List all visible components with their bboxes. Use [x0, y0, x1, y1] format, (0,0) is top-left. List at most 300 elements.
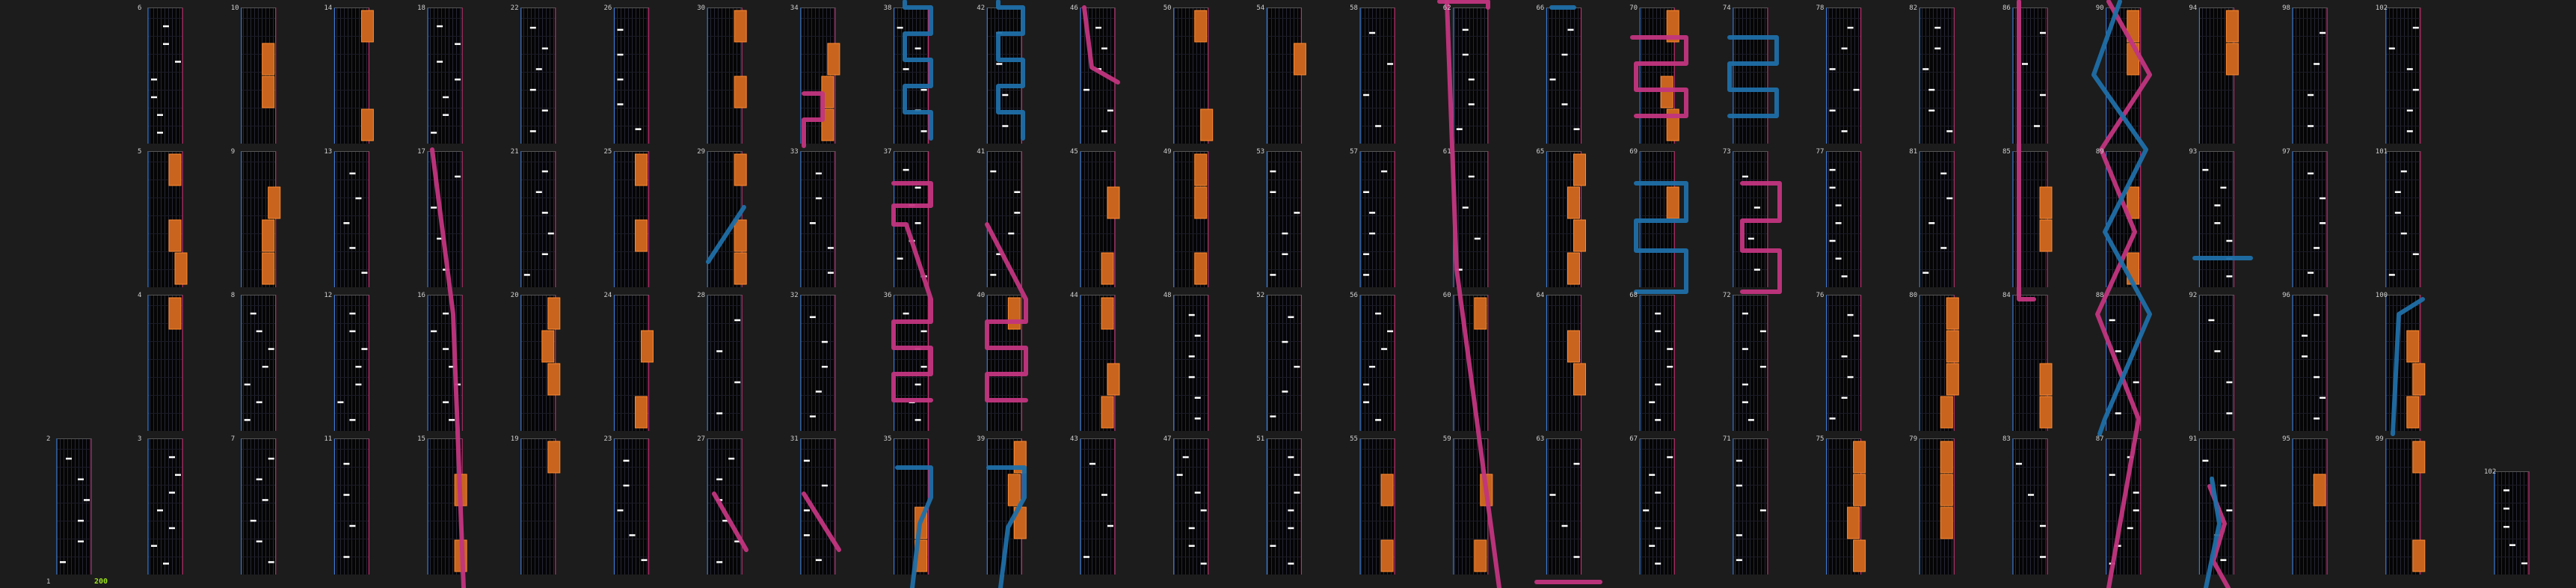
- hold-note: [1008, 298, 1020, 329]
- measure-label: 6: [138, 4, 142, 12]
- tap-note: [524, 274, 530, 276]
- hold-note: [1568, 331, 1580, 362]
- tap-note: [897, 257, 903, 260]
- tap-note: [1848, 27, 1854, 29]
- tap-note: [1836, 204, 1842, 206]
- tap-note: [1842, 397, 1848, 399]
- tap-note: [1830, 240, 1836, 242]
- measure-column: [1640, 438, 1674, 575]
- hold-note: [548, 441, 560, 473]
- lane-grid: [1827, 7, 1861, 144]
- hold-note: [1946, 298, 1958, 329]
- hold-note: [1475, 540, 1487, 572]
- measure-column: [1733, 7, 1768, 144]
- tap-note: [921, 366, 927, 368]
- hold-note: [262, 220, 274, 251]
- tap-note: [1369, 212, 1375, 214]
- tap-note: [437, 61, 443, 63]
- hold-note: [1294, 43, 1306, 75]
- tap-note: [1288, 527, 1294, 530]
- measure-label: 77: [1816, 148, 1825, 156]
- tap-note: [1369, 32, 1375, 34]
- tap-note: [2202, 169, 2208, 171]
- measure-column: [1080, 438, 1115, 575]
- measure-column: [801, 151, 835, 287]
- tap-note: [343, 494, 349, 496]
- measure-label: 52: [1256, 292, 1265, 299]
- tap-note: [78, 520, 84, 522]
- tap-note: [618, 54, 624, 56]
- measure-label: 13: [324, 148, 333, 156]
- lane-grid: [987, 7, 1021, 144]
- measure-label: 51: [1256, 435, 1265, 443]
- measure-label: 35: [883, 435, 892, 443]
- hold-note: [1101, 396, 1113, 428]
- measure-column: [615, 7, 649, 144]
- measure-label: 90: [2095, 4, 2104, 12]
- tap-note: [716, 479, 722, 481]
- tap-note: [1002, 94, 1008, 97]
- lane-grid: [1919, 151, 1954, 287]
- hold-note: [1940, 396, 1952, 428]
- tap-note: [60, 561, 66, 563]
- measure-label: 73: [1722, 148, 1731, 156]
- tap-note: [1736, 460, 1742, 462]
- tap-note: [1830, 417, 1836, 420]
- measure-column: [2494, 471, 2529, 575]
- tap-note: [1649, 545, 1655, 547]
- measure-label: 65: [1536, 148, 1545, 156]
- tap-note: [1742, 176, 1748, 178]
- tap-note: [1101, 494, 1107, 496]
- tap-note: [2314, 376, 2320, 379]
- tap-note: [1655, 419, 1661, 421]
- measure-column: [894, 151, 929, 287]
- measure-column: [148, 7, 182, 144]
- measure-label: 39: [977, 435, 986, 443]
- measure-label: 22: [510, 4, 519, 12]
- measure-label: 31: [790, 435, 799, 443]
- tap-note: [349, 173, 355, 175]
- tap-note: [716, 350, 722, 352]
- measure-label: 66: [1536, 4, 1545, 12]
- tap-note: [443, 348, 449, 350]
- measure-column: [987, 7, 1021, 144]
- tap-note: [1742, 401, 1748, 403]
- measure-label: 40: [977, 292, 986, 299]
- tap-note: [1014, 212, 1020, 214]
- tap-note: [1736, 485, 1742, 487]
- hold-note: [1574, 220, 1586, 251]
- lane-grid: [2293, 7, 2327, 144]
- tap-note: [915, 48, 921, 50]
- hold-note: [262, 43, 274, 75]
- tap-note: [2407, 130, 2413, 132]
- tap-note: [1288, 456, 1294, 459]
- tap-note: [78, 541, 84, 543]
- tap-note: [1562, 54, 1568, 56]
- measure-label: 61: [1442, 148, 1451, 156]
- tap-note: [431, 331, 437, 333]
- lane-grid: [2494, 471, 2529, 575]
- tap-note: [542, 48, 548, 50]
- tap-note: [1655, 491, 1661, 494]
- tap-note: [2226, 240, 2232, 242]
- tap-note: [618, 103, 624, 105]
- lane-grid: [1360, 151, 1395, 287]
- tap-note: [2040, 525, 2046, 527]
- tap-note: [1457, 128, 1463, 130]
- tap-note: [1469, 103, 1475, 105]
- tap-note: [157, 132, 163, 134]
- tap-note: [431, 206, 437, 209]
- hold-note: [1574, 154, 1586, 186]
- measure-label: 78: [1816, 4, 1825, 12]
- measure-label: 89: [2095, 148, 2104, 156]
- tap-note: [1282, 341, 1288, 343]
- tap-note: [1754, 206, 1760, 209]
- tap-note: [630, 534, 636, 536]
- tap-note: [1270, 274, 1276, 276]
- measure-column: [1547, 295, 1581, 431]
- lane-grid: [2199, 151, 2234, 287]
- tap-note: [2407, 68, 2413, 70]
- tap-note: [2115, 412, 2121, 414]
- measure-label: 21: [510, 148, 519, 156]
- tap-note: [2133, 382, 2139, 384]
- hold-note: [262, 76, 274, 108]
- lane-grid: [1360, 7, 1395, 144]
- tap-note: [921, 331, 927, 333]
- tap-note: [1574, 556, 1580, 558]
- tap-note: [1550, 79, 1556, 81]
- tap-note: [1854, 335, 1860, 337]
- hold-note: [636, 220, 648, 251]
- tap-note: [542, 254, 548, 256]
- tap-note: [1363, 274, 1369, 276]
- lane-grid: [2293, 438, 2327, 575]
- tap-note: [915, 222, 921, 224]
- hold-note: [734, 154, 746, 186]
- tap-note: [1095, 27, 1101, 29]
- tap-note: [1369, 233, 1375, 235]
- tap-note: [1083, 556, 1089, 558]
- tap-note: [816, 391, 822, 393]
- tap-note: [1387, 63, 1393, 65]
- measure-column: [521, 7, 556, 144]
- measure-label: 29: [697, 148, 706, 156]
- tap-note: [1574, 463, 1580, 465]
- tap-note: [169, 527, 175, 530]
- tap-note: [2509, 544, 2515, 546]
- measure-label: 98: [2282, 4, 2290, 12]
- measure-label: 17: [417, 148, 425, 156]
- measure-column: [2199, 151, 2234, 287]
- tap-note: [734, 382, 740, 384]
- tap-note: [157, 114, 163, 116]
- tap-note: [2503, 508, 2509, 510]
- hold-note: [169, 220, 181, 251]
- measure-label: 46: [1070, 4, 1078, 12]
- tap-note: [810, 316, 816, 319]
- tap-note: [449, 419, 455, 421]
- measure-column: [334, 295, 369, 431]
- tap-note: [2226, 412, 2232, 414]
- measure-label: 8: [230, 292, 236, 299]
- measure-label: 12: [324, 292, 333, 299]
- tap-note: [2320, 397, 2326, 399]
- tap-note: [2308, 173, 2314, 175]
- tap-note: [1107, 110, 1113, 112]
- tap-note: [1469, 176, 1475, 178]
- tap-note: [734, 319, 740, 322]
- tap-note: [1736, 534, 1742, 536]
- tap-note: [618, 509, 624, 512]
- tap-note: [2413, 27, 2419, 29]
- tap-note: [618, 29, 624, 31]
- measure-column: [1267, 7, 1301, 144]
- hold-note: [1568, 253, 1580, 284]
- measure-label: 23: [603, 435, 612, 443]
- lane-grid: [2293, 151, 2327, 287]
- measure-column: [1827, 7, 1861, 144]
- tap-note: [1748, 419, 1754, 421]
- hold-note: [1940, 441, 1952, 473]
- measure-column: [2013, 438, 2047, 575]
- lane-grid: [1733, 438, 1768, 575]
- lane-grid: [801, 295, 835, 431]
- hold-note: [1848, 507, 1860, 539]
- measure-label: 26: [603, 4, 612, 12]
- hold-note: [1101, 298, 1113, 329]
- tap-note: [2220, 485, 2226, 487]
- measure-label: 83: [2002, 435, 2011, 443]
- tap-note: [1854, 89, 1860, 91]
- tap-note: [1294, 366, 1300, 368]
- tap-note: [716, 561, 722, 563]
- tap-note: [1742, 348, 1748, 350]
- measure-label: 16: [417, 292, 425, 299]
- hold-note: [1381, 474, 1393, 506]
- tap-note: [1655, 384, 1661, 386]
- measure-column: [57, 438, 91, 575]
- measure-label: 56: [1350, 292, 1358, 299]
- measure-label: 72: [1722, 292, 1731, 299]
- tap-note: [169, 491, 175, 494]
- measure-label: 55: [1350, 435, 1358, 443]
- tap-note: [2395, 212, 2401, 214]
- lane-grid: [1827, 295, 1861, 431]
- measure-label: 88: [2095, 292, 2104, 299]
- hold-note: [2314, 474, 2326, 506]
- tap-note: [151, 545, 157, 547]
- tap-note: [1270, 171, 1276, 173]
- tap-note: [816, 559, 822, 561]
- tap-note: [2040, 94, 2046, 97]
- tap-note: [804, 460, 810, 462]
- measure-label: 15: [417, 435, 425, 443]
- tap-note: [2040, 32, 2046, 34]
- tap-note: [343, 463, 349, 465]
- tap-note: [897, 27, 903, 29]
- tap-note: [536, 192, 542, 194]
- measure-label: 48: [1163, 292, 1172, 299]
- hold-note: [2413, 441, 2425, 473]
- tap-note: [2407, 110, 2413, 112]
- measure-column: [1733, 295, 1768, 431]
- tap-note: [2133, 509, 2139, 512]
- tap-note: [2034, 125, 2040, 127]
- tap-note: [810, 222, 816, 224]
- hold-note: [642, 331, 654, 362]
- measure-column: [1360, 295, 1395, 431]
- measure-column: [334, 438, 369, 575]
- measure-label: 43: [1070, 435, 1078, 443]
- measure-column: [2293, 7, 2327, 144]
- tap-note: [903, 313, 909, 315]
- hold-note: [361, 109, 373, 141]
- tap-note: [1195, 335, 1201, 337]
- tap-note: [250, 313, 256, 315]
- measure-column: [1547, 7, 1581, 144]
- hold-note: [1195, 187, 1207, 218]
- tap-note: [1655, 563, 1661, 565]
- tap-note: [2401, 171, 2407, 173]
- hold-note: [2413, 540, 2425, 572]
- tap-note: [2413, 254, 2419, 256]
- tap-note: [2115, 350, 2121, 352]
- hold-note: [1195, 154, 1207, 186]
- tap-note: [822, 366, 828, 368]
- hold-note: [2040, 396, 2052, 428]
- tap-note: [175, 61, 181, 63]
- tap-note: [2314, 314, 2320, 316]
- measure-label: 79: [1909, 435, 1918, 443]
- tap-note: [1655, 331, 1661, 333]
- tap-note: [2040, 556, 2046, 558]
- measure-label: 86: [2002, 4, 2011, 12]
- hold-note: [548, 364, 560, 395]
- lane-grid: [2013, 438, 2047, 575]
- tap-note: [2202, 460, 2208, 462]
- tap-note: [1195, 417, 1201, 420]
- measure-label: 20: [510, 292, 519, 299]
- tap-note: [1736, 559, 1742, 561]
- measure-label: 100: [2375, 292, 2388, 299]
- hold-note: [1667, 187, 1679, 218]
- measure-column: [707, 295, 742, 431]
- measure-label: 85: [2002, 148, 2011, 156]
- measure-label: 76: [1816, 292, 1825, 299]
- hold-note: [175, 253, 187, 284]
- tap-note: [2314, 63, 2320, 65]
- tap-note: [1842, 275, 1848, 278]
- tap-note: [921, 130, 927, 132]
- tap-note: [268, 561, 274, 563]
- tap-note: [349, 525, 355, 527]
- measure-column: [1733, 438, 1768, 575]
- lane-grid: [242, 295, 276, 431]
- tap-note: [1760, 509, 1766, 512]
- lane-grid: [1547, 295, 1581, 431]
- hold-note: [2413, 364, 2425, 395]
- hold-note: [2040, 220, 2052, 251]
- measure-label: 10: [230, 4, 239, 12]
- tap-note: [245, 384, 250, 386]
- tap-note: [1463, 54, 1469, 56]
- tap-note: [1463, 206, 1469, 209]
- tap-note: [2308, 125, 2314, 127]
- tap-note: [1101, 130, 1107, 132]
- measure-label: 94: [2189, 4, 2198, 12]
- tap-note: [990, 274, 996, 276]
- tap-note: [1928, 110, 1934, 112]
- measure-column: [1267, 295, 1301, 431]
- lane-grid: [707, 295, 742, 431]
- tap-note: [2016, 463, 2022, 465]
- measure-column: [1454, 7, 1488, 144]
- measure-label: 37: [883, 148, 892, 156]
- tap-note: [1288, 563, 1294, 565]
- hold-note: [1107, 364, 1119, 395]
- tap-note: [1550, 494, 1556, 496]
- tap-note: [2220, 187, 2226, 189]
- hold-note: [262, 253, 274, 284]
- tap-note: [1195, 397, 1201, 399]
- measure-label: 36: [883, 292, 892, 299]
- measure-label: 68: [1629, 292, 1638, 299]
- lane-grid: [801, 438, 835, 575]
- tap-note: [636, 128, 642, 130]
- lane-grid: [1080, 438, 1115, 575]
- measure-label: 101: [2375, 148, 2388, 156]
- tap-note: [1201, 563, 1207, 565]
- tap-note: [1742, 384, 1748, 386]
- measure-column: [707, 438, 742, 575]
- measure-label: 102: [2375, 4, 2388, 12]
- measure-label: 84: [2002, 292, 2011, 299]
- tap-note: [1294, 212, 1300, 214]
- tap-note: [2214, 204, 2220, 206]
- hold-note: [1381, 540, 1393, 572]
- tap-note: [1189, 376, 1195, 379]
- tap-note: [1946, 197, 1952, 200]
- measure-label: 14: [324, 4, 333, 12]
- tap-note: [84, 499, 90, 501]
- tap-note: [1375, 125, 1381, 127]
- tap-note: [163, 563, 169, 565]
- tap-note: [361, 272, 367, 274]
- measure-column: [1919, 151, 1954, 287]
- measure-label: 30: [697, 4, 706, 12]
- tap-note: [1282, 254, 1288, 256]
- measure-column: [334, 151, 369, 287]
- measure-column: [1360, 7, 1395, 144]
- measure-column: [2293, 295, 2327, 431]
- tap-note: [2208, 319, 2214, 322]
- tap-note: [1754, 269, 1760, 271]
- tap-note: [1649, 401, 1655, 403]
- hold-note: [734, 220, 746, 251]
- lane-grid: [242, 7, 276, 144]
- tap-note: [355, 384, 361, 386]
- tap-note: [349, 331, 355, 333]
- tap-note: [2133, 491, 2139, 494]
- tap-note: [1836, 257, 1842, 260]
- tap-note: [548, 233, 554, 235]
- lane-grid: [57, 438, 91, 575]
- lane-grid: [1640, 295, 1674, 431]
